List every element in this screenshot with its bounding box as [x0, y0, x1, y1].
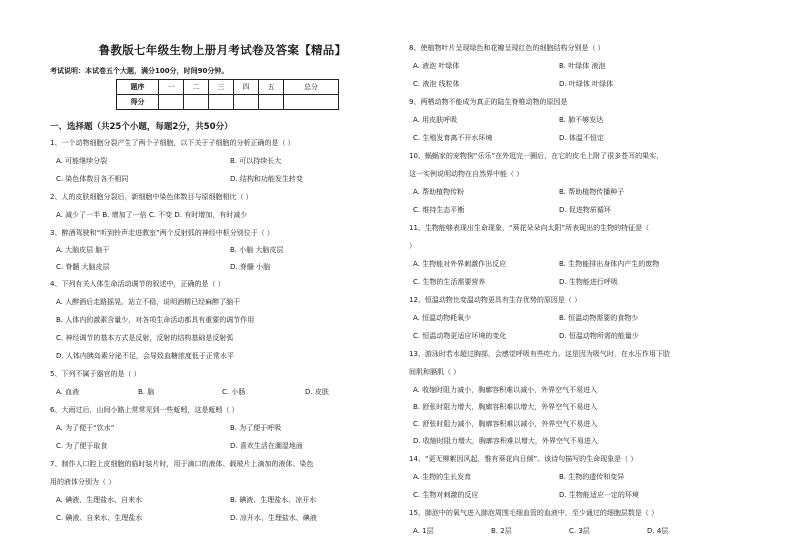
question-6-option-b: B. 为了便于呼吸	[230, 424, 282, 432]
question-14-stem: 14、“更无柳絮因风起，惟有葵花向日倾”。该诗句描写的生命现象是（ ）	[409, 455, 638, 463]
score-blank-cell	[184, 95, 209, 110]
question-9-stem: 9、两栖动物不能成为真正的陆生脊椎动物的原因是	[409, 98, 568, 106]
question-6-option-c: C. 为了便于取食	[56, 442, 108, 450]
score-header-cell: 题序	[117, 80, 159, 95]
question-15-option-b: B. 2层	[491, 527, 512, 535]
exam-instructions: 考试说明：本试卷五个大题，满分100分，时间90分钟。	[50, 67, 229, 75]
question-12-option-d: D. 恒温动物所需的能量少	[559, 332, 639, 340]
question-2-stem: 2、人的皮肤细胞分裂后，新细胞中染色体数目与原细胞相比（ ）	[50, 193, 253, 201]
question-3-stem: 3、醉酒驾驶和“听到铃声走进教室”两个反射弧的神经中枢分别位于（ ）	[50, 229, 274, 237]
question-11-stem: 11、生物能够表现出生命现象，“葵花朵朵向太阳”所表现出的生物的特征是（	[409, 224, 650, 232]
question-6-stem: 6、大雨过后，山间小路上常常见到一些蚯蚓，这是蚯蚓（ ）	[50, 406, 239, 414]
question-11-option-c: C. 生物的生活需要营养	[413, 278, 486, 286]
question-4-option-c: C. 神经调节的基本方式是反射，反射的结构基础是反射弧	[56, 334, 234, 342]
question-12-option-c: C. 恒温动物更适应环境的变化	[413, 332, 507, 340]
left-column	[50, 0, 395, 550]
question-5-option-b: B. 脑	[138, 388, 155, 396]
question-2-options: A. 减少了一半 B. 增加了一倍 C. 不变 D. 有时增加，有时减少	[56, 211, 248, 219]
score-blank-cell	[209, 95, 234, 110]
section-title: 一、选择题（共25个小题，每题2分，共50分）	[50, 122, 233, 132]
question-1-option-b: B. 可以持续长大	[230, 157, 282, 165]
score-blank-cell	[259, 95, 284, 110]
question-8-option-a: A. 液泡 叶绿体	[413, 62, 460, 70]
question-7-stem-continued: 用的液体分别为（ ）	[50, 478, 116, 486]
score-table-header-row	[117, 80, 339, 95]
question-12-option-b: B. 恒温动物需要的食物少	[559, 314, 639, 322]
question-1-stem: 1、一个动物细胞分裂产生了两个子细胞，以下关于子细胞的分析正确的是（ ）	[50, 139, 295, 147]
question-11-option-b: B. 生物能排出身体内产生的废物	[559, 260, 660, 268]
question-10-stem-continued: 这一实例说明动物在自然界中能（ ）	[409, 170, 524, 178]
question-3-option-a: A. 大脑皮层 脑干	[56, 246, 110, 254]
question-8-option-b: B. 叶绿体 液泡	[559, 62, 606, 70]
question-12-option-a: A. 恒温动物耗氧少	[413, 314, 472, 322]
question-11-option-a: A. 生物能对外界刺激作出反应	[413, 260, 507, 268]
question-13-stem: 13、游泳时若水超过胸部，会感觉呼吸有些吃力。这是因为吸气时，在水压作用下肋	[409, 350, 670, 358]
question-5-option-a: A. 血液	[56, 388, 80, 396]
question-13-stem-continued: 间肌和膈肌（ ）	[409, 368, 461, 376]
score-header-cell: 五	[259, 80, 284, 95]
question-10-option-a: A. 帮助植物传粉	[413, 188, 465, 196]
question-3-option-d: D. 脊髓 小脑	[230, 263, 271, 271]
score-header-cell: 一	[159, 80, 184, 95]
question-11-option-d: D. 生物能进行呼吸	[559, 278, 618, 286]
question-13-option-d: D. 收缩时阻力增大，胸廓容积难以增大，外界空气不易进入	[413, 437, 598, 445]
question-14-option-b: B. 生物的遗传和变异	[559, 473, 625, 481]
question-4-option-a: A. 人醉酒后走路摇晃、站立不稳，说明酒精已经麻醉了脑干	[56, 298, 241, 306]
question-6-option-d: D. 喜欢生活在潮湿地面	[230, 442, 303, 450]
question-1-option-c: C. 染色体数目各不相同	[56, 175, 129, 183]
score-header-cell: 总分	[284, 80, 339, 95]
question-9-option-d: D. 体温不恒定	[559, 134, 604, 142]
question-11-stem-continued: ）	[409, 242, 416, 250]
score-header-cell: 二	[184, 80, 209, 95]
question-4-option-d: D. 人体内胰岛素分泌不足，会导致血糖浓度低于正常水平	[56, 352, 234, 360]
question-13-option-a: A. 收缩时阻力减小，胸廓容积难以减小，外界空气不易进入	[413, 386, 598, 394]
right-column	[409, 0, 754, 550]
question-5-stem: 5、下列不属于器官的是（ ）	[50, 370, 141, 378]
question-15-option-a: A. 1层	[413, 527, 434, 535]
question-9-option-b: B. 肺不够发达	[559, 116, 604, 124]
question-7-option-b: B. 碘液、生理盐水、凉开水	[230, 496, 317, 504]
page-title: 鲁教版七年级生物上册月考试卷及答案【精品】	[98, 43, 347, 57]
question-8-stem: 8、使植物叶片呈现绿色和花瓣呈现红色的细胞结构分别是（ ）	[409, 44, 605, 52]
question-7-option-a: A. 碘液、生理盐水、自来水	[56, 496, 143, 504]
question-1-option-a: A. 可能继续分裂	[56, 157, 108, 165]
question-7-stem: 7、制作人口腔上皮细胞的临时装片时，用于滴口的液体、载玻片上滴加的液体、染色	[50, 460, 314, 468]
question-15-stem: 15、肺泡中的氧气进入肺泡周围毛细血管的血液中，至少通过的细胞层数是（ ）	[409, 509, 659, 517]
question-14-option-a: A. 生物的生长发育	[413, 473, 472, 481]
question-9-option-a: A. 用皮肤呼吸	[413, 116, 458, 124]
question-3-option-b: B. 小脑 大脑皮层	[230, 246, 284, 254]
question-8-option-c: C. 液泡 线粒体	[413, 80, 460, 88]
question-14-option-d: D. 生物能适应一定的环境	[559, 491, 639, 499]
score-table	[116, 79, 339, 110]
question-1-option-d: D. 结构和功能发生转变	[230, 175, 303, 183]
question-10-stem: 10、蜗蜗家的宠物狗“乐乐”在外逛完一圈后，在它的皮毛上附了很多苍耳的果实，	[409, 152, 664, 160]
question-9-option-c: C. 生殖发育离不开水环境	[413, 134, 493, 142]
question-7-option-c: C. 碘液、自来水、生理盐水	[56, 514, 143, 522]
question-5-option-d: D. 皮肤	[305, 388, 329, 396]
score-blank-cell	[234, 95, 259, 110]
score-blank-cell	[159, 95, 184, 110]
question-13-option-c: C. 舒张时阻力减小，胸廓容积难以减小，外界空气不易进入	[413, 420, 598, 428]
question-14-option-c: C. 生物对刺激的反应	[413, 491, 479, 499]
question-15-option-c: C. 3层	[569, 527, 590, 535]
score-table-score-row	[117, 95, 339, 110]
score-header-cell: 三	[209, 80, 234, 95]
question-15-option-d: D. 4层	[647, 527, 669, 535]
question-10-option-b: B. 帮助植物传播种子	[559, 188, 625, 196]
question-13-option-b: B. 舒张时阻力增大，胸廓容积难以增大，外界空气不易进入	[413, 403, 598, 411]
question-5-option-c: C. 小肠	[222, 388, 246, 396]
question-8-option-d: D. 叶绿体 叶绿体	[559, 80, 614, 88]
score-header-cell: 四	[234, 80, 259, 95]
question-12-stem: 12、恒温动物比变温动物更具有生存优势的原因是（ ）	[409, 296, 582, 304]
score-label-cell: 得分	[117, 95, 159, 110]
question-4-option-b: B. 人体内的激素含量少，对各项生命活动都具有重要的调节作用	[56, 316, 255, 324]
question-7-option-d: D. 凉开水、生理盐水、碘液	[230, 514, 317, 522]
question-10-option-c: C. 维持生态平衡	[413, 206, 465, 214]
question-6-option-a: A. 为了便于“饮水”	[56, 424, 115, 432]
question-4-stem: 4、下列有关人体生命活动调节的叙述中，正确的是（ ）	[50, 280, 225, 288]
question-10-option-d: D. 促进物质循环	[559, 206, 611, 214]
question-3-option-c: C. 脊髓 大脑皮层	[56, 263, 110, 271]
score-blank-cell	[284, 95, 339, 110]
